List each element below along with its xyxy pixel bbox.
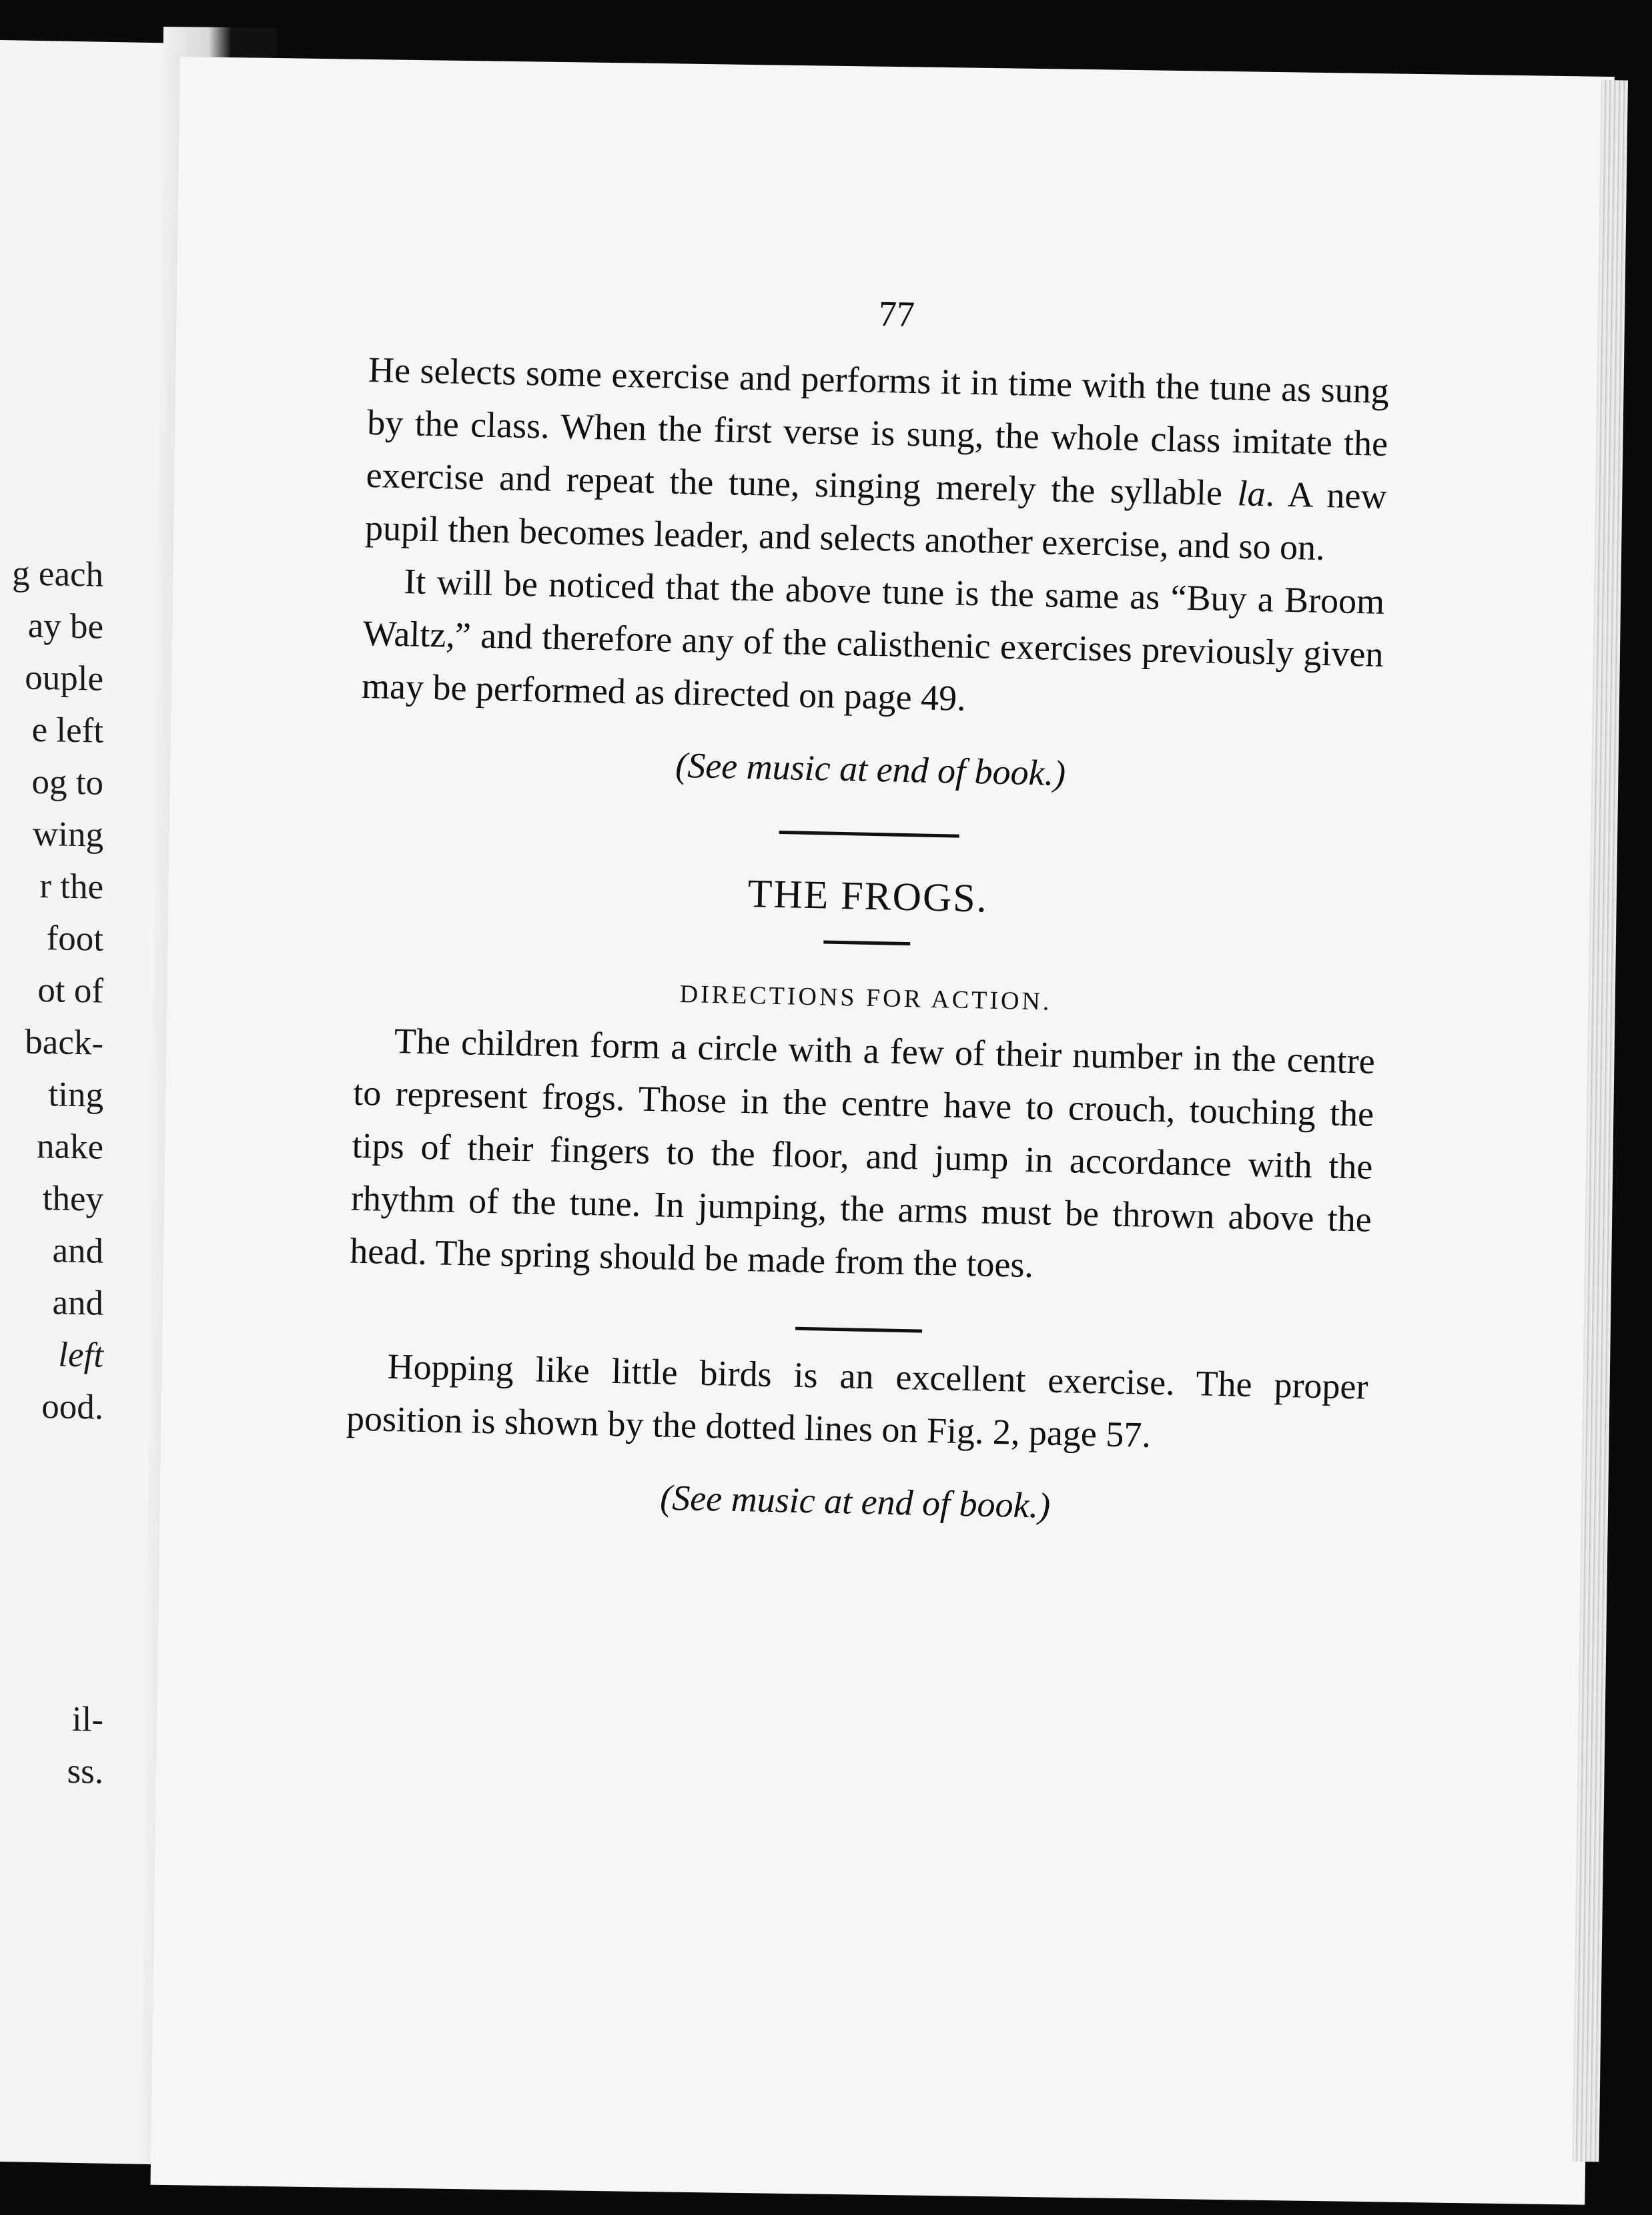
- left-fragment: nake: [36, 1126, 103, 1167]
- page-number: 77: [878, 293, 915, 335]
- paragraph-buy-a-broom: It will be noticed that the above tune is the same as “Buy a Broom Waltz,” and therefore any of the calisthenic exercises previously given may be performed as directed on page 49.: [361, 561, 1385, 719]
- left-fragment: ood.: [41, 1387, 103, 1427]
- left-fragment: g each: [12, 554, 103, 594]
- music-reference-note: (See music at end of book.): [675, 745, 1066, 793]
- paragraph-hopping: Hopping like little birds is an excellent exercise. The proper position is shown by the dotted lines on Fig. 2, page 57.: [346, 1346, 1369, 1455]
- left-fragment: ot of: [37, 970, 103, 1011]
- paragraph-text: He selects some exercise and performs it in time with the tune as sung by the class. When the first verse is sung, the whole class imitate the exercise and repeat the tune, singing merely the syllable: [366, 349, 1390, 514]
- paragraph-divider: [795, 1327, 922, 1333]
- section-heading: THE FROGS.: [747, 871, 989, 921]
- left-fragment: r the: [39, 867, 103, 907]
- heading-rule: [823, 940, 910, 945]
- left-fragment: and: [52, 1283, 103, 1323]
- left-page-text-fragments: [12, 547, 103, 1797]
- left-fragment: ay be: [27, 606, 103, 646]
- left-fragment: wing: [33, 814, 103, 855]
- left-fragment: they: [42, 1179, 103, 1219]
- left-fragment: ting: [48, 1075, 103, 1115]
- section-subheading: DIRECTIONS FOR ACTION.: [679, 979, 1052, 1016]
- paragraph-leader-exercise: [364, 344, 1389, 576]
- music-reference-note: (See music at end of book.): [659, 1477, 1051, 1526]
- left-fragment: og to: [31, 762, 103, 803]
- left-fragment: foot: [46, 919, 103, 959]
- left-fragment: ss.: [67, 1751, 103, 1791]
- left-fragment: il-: [71, 1699, 103, 1739]
- section-divider: [779, 831, 959, 838]
- left-fragment: back-: [25, 1022, 103, 1063]
- left-fragment: and: [52, 1231, 103, 1271]
- left-fragment: [12, 1328, 103, 1381]
- syllable-italic: la: [1236, 473, 1266, 514]
- left-fragment: e left: [31, 710, 103, 751]
- left-fragment: ouple: [25, 658, 103, 699]
- right-page-content: [344, 277, 1391, 1539]
- paragraph-frogs-directions: The children form a circle with a few of their number in the centre to represent frogs. Those in the centre have to crouch, touching the tips of their fingers to the floor, and jump in accordance with the rhythm of the tune. In jumping, the arms must be thrown above the head. The spring should be made from the toes.: [349, 1021, 1376, 1286]
- left-gap: [12, 1432, 103, 1693]
- left-fragment-italic: left: [58, 1335, 103, 1375]
- paragraph-text: . A new pupil then becomes leader, and selects another exercise, and so on.: [364, 474, 1388, 568]
